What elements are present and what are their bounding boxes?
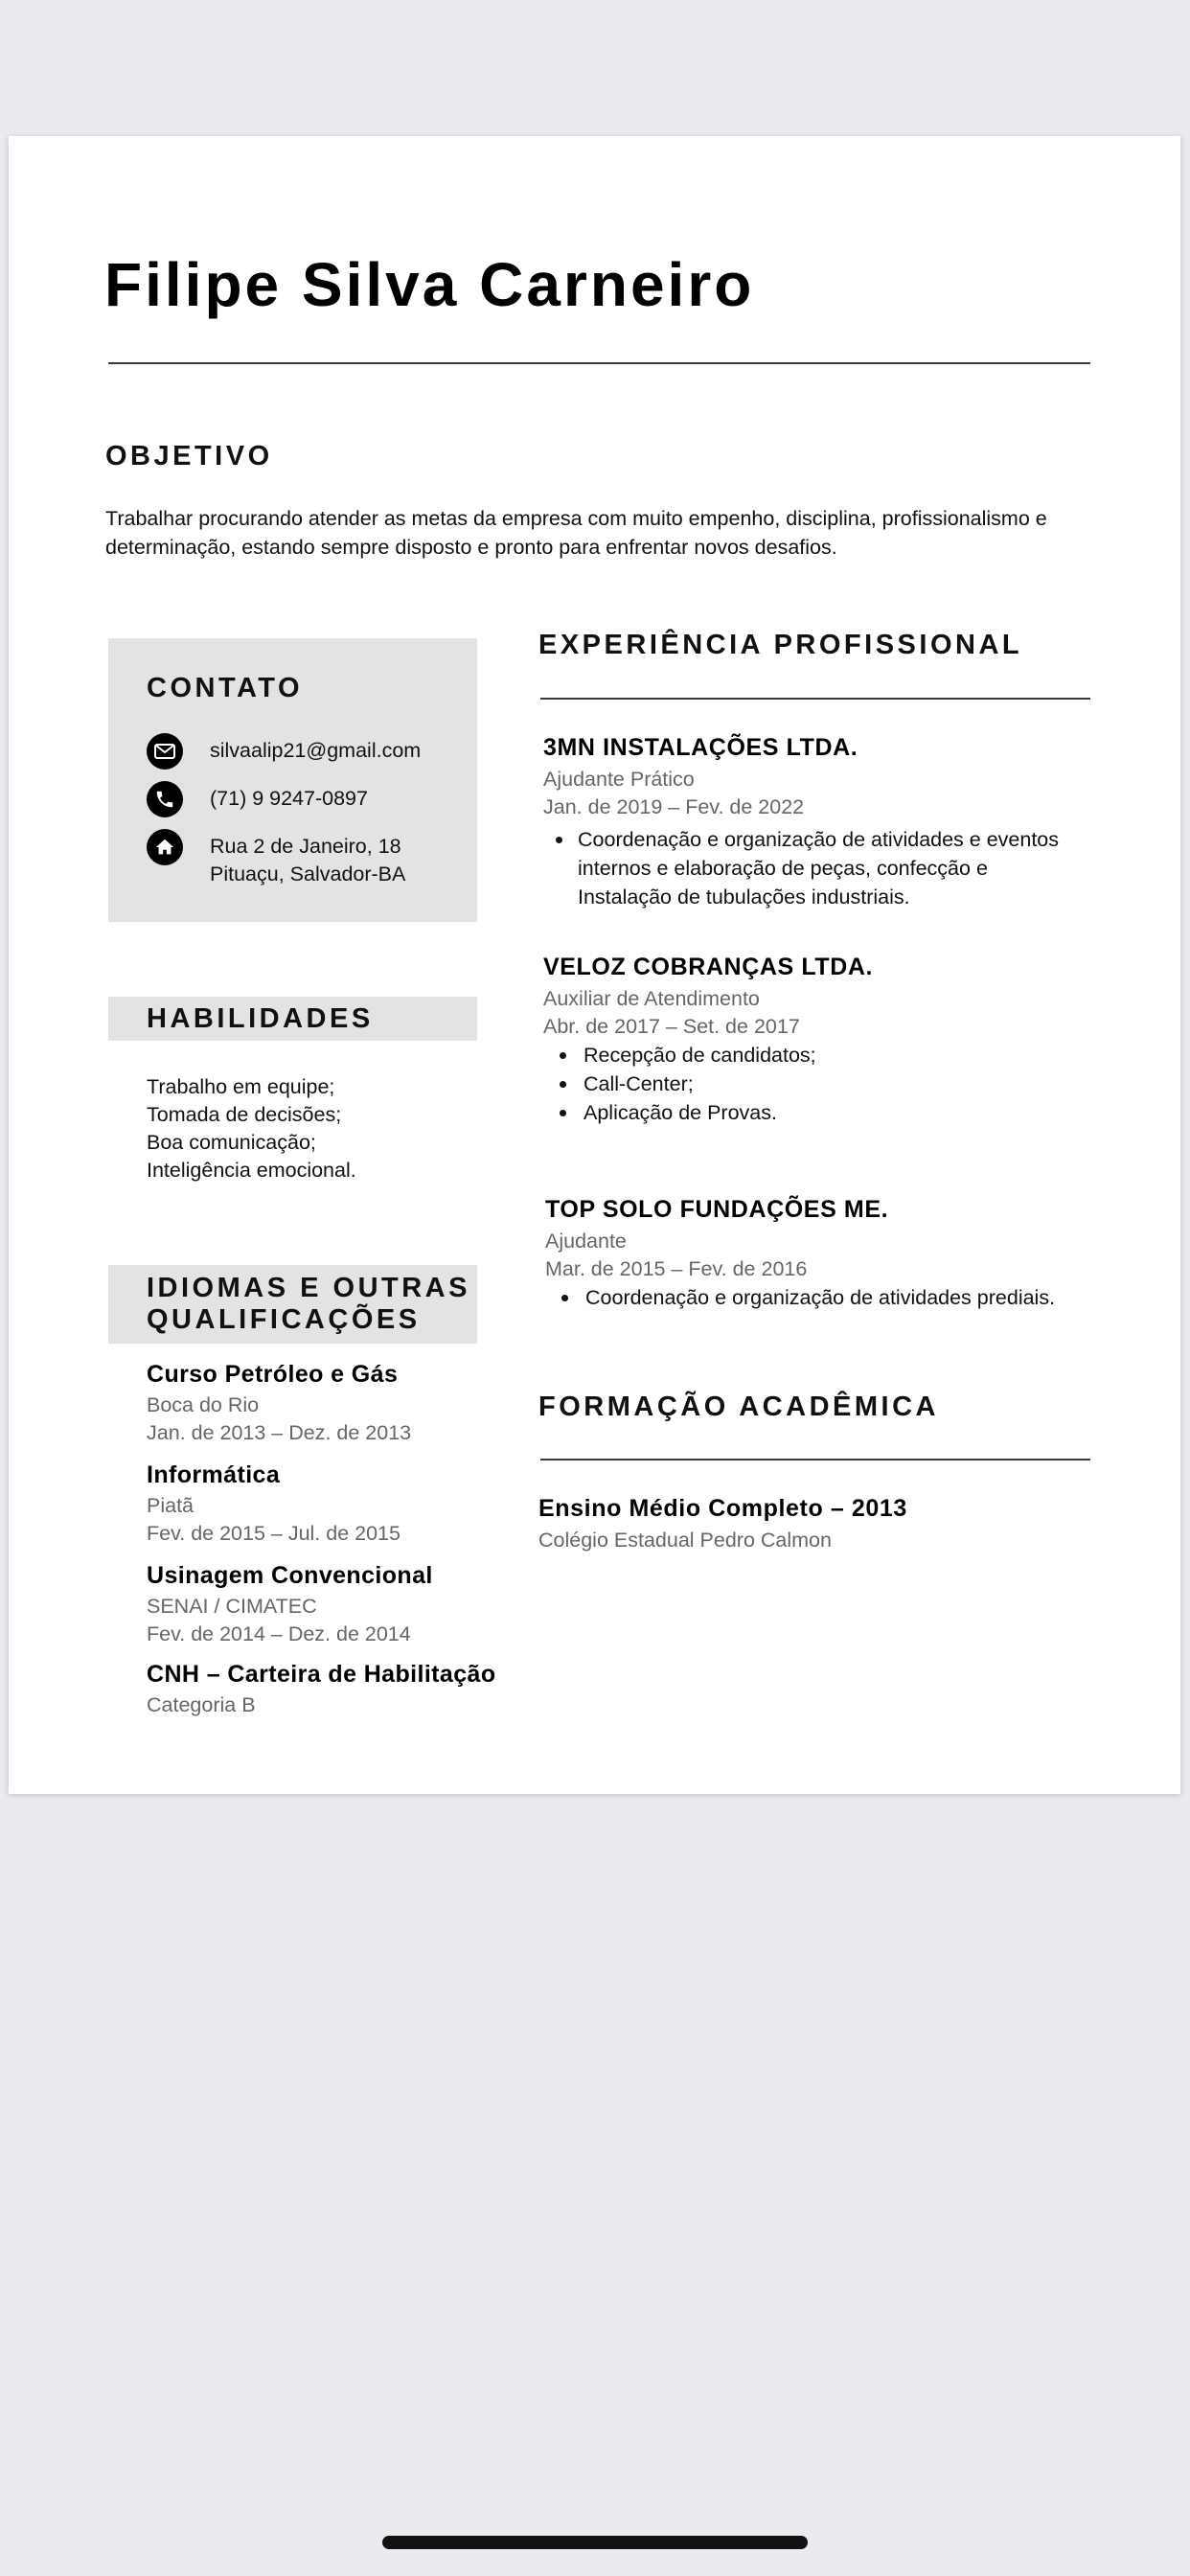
job-bullet: Coordenação e organização de atividades prediais. bbox=[545, 1283, 1091, 1312]
resume-page bbox=[9, 136, 1180, 1794]
bullet-dot bbox=[560, 1052, 566, 1059]
qualification-place: Boca do Rio bbox=[147, 1393, 260, 1416]
qualification-place: SENAI / CIMATEC bbox=[147, 1595, 317, 1618]
job-bullet bbox=[543, 825, 1089, 911]
qualification-detail: Categoria B bbox=[147, 1693, 256, 1716]
bullet-dot bbox=[561, 1295, 568, 1301]
skill-item: Inteligência emocional. bbox=[147, 1159, 356, 1182]
phone-icon bbox=[147, 781, 183, 817]
qualifications-heading-line: QUALIFICAÇÕES bbox=[147, 1304, 421, 1335]
qualification-item bbox=[147, 1361, 411, 1447]
address-line: Rua 2 de Janeiro, 18 bbox=[210, 835, 401, 858]
job-bullet: Recepção de candidatos; bbox=[543, 1041, 1089, 1070]
envelope-icon bbox=[147, 733, 183, 770]
contact-email-row bbox=[147, 733, 421, 770]
skill-item: Tomada de decisões; bbox=[147, 1103, 342, 1126]
job-company: 3MN INSTALAÇÕES LTDA. bbox=[543, 734, 858, 761]
contact-box bbox=[108, 638, 477, 922]
name-divider bbox=[108, 362, 1090, 364]
skill-item: Boa comunicação; bbox=[147, 1131, 316, 1154]
qualification-period: Fev. de 2014 – Dez. de 2014 bbox=[147, 1622, 411, 1645]
job-role: Auxiliar de Atendimento bbox=[543, 987, 760, 1010]
job-bullets bbox=[543, 825, 1089, 911]
education-divider bbox=[540, 1459, 1090, 1460]
bullet-line: Instalação de tubulações industriais. bbox=[578, 886, 910, 908]
qualification-period: Fev. de 2015 – Jul. de 2015 bbox=[147, 1522, 400, 1545]
job-bullets bbox=[545, 1283, 1091, 1312]
objective-heading: OBJETIVO bbox=[105, 441, 273, 472]
qualification-item bbox=[147, 1461, 400, 1548]
job-bullets bbox=[543, 1041, 1089, 1127]
contact-email[interactable]: silvaalip21@gmail.com bbox=[210, 739, 422, 762]
education-school: Colégio Estadual Pedro Calmon bbox=[538, 1529, 832, 1552]
experience-heading: EXPERIÊNCIA PROFISSIONAL bbox=[538, 630, 1023, 660]
job-period: Mar. de 2015 – Fev. de 2016 bbox=[545, 1257, 808, 1280]
qualifications-heading bbox=[147, 1273, 470, 1336]
qualification-place: Piatã bbox=[147, 1494, 195, 1517]
qualification-title: Usinagem Convencional bbox=[147, 1562, 433, 1589]
job-role: Ajudante bbox=[545, 1230, 627, 1253]
education-heading: FORMAÇÃO ACADÊMICA bbox=[538, 1392, 939, 1422]
skills-list bbox=[147, 1073, 356, 1184]
objective-text-line: determinação, estando sempre disposto e pronto para enfrentar novos desafios. bbox=[105, 536, 837, 559]
resume-name: Filipe Silva Carneiro bbox=[104, 250, 755, 319]
job-company: TOP SOLO FUNDAÇÕES ME. bbox=[545, 1196, 889, 1223]
qualification-title: Curso Petróleo e Gás bbox=[147, 1361, 399, 1388]
contact-phone[interactable]: (71) 9 9247-0897 bbox=[210, 787, 368, 810]
contact-heading: CONTATO bbox=[147, 673, 304, 703]
home-icon bbox=[147, 829, 183, 865]
bullet-line: Coordenação e organização de atividades e eventos bbox=[578, 828, 1060, 851]
bullet-dot bbox=[556, 837, 562, 843]
job-bullet: Call-Center; bbox=[543, 1070, 1089, 1098]
bullet-dot bbox=[560, 1110, 566, 1116]
bullet-dot bbox=[560, 1081, 566, 1088]
qualification-title: CNH – Carteira de Habilitação bbox=[147, 1661, 496, 1688]
objective-text bbox=[105, 504, 1102, 562]
job-entry bbox=[543, 734, 1089, 911]
qualification-period: Jan. de 2013 – Dez. de 2013 bbox=[147, 1421, 412, 1444]
skills-heading-box bbox=[108, 997, 477, 1041]
job-role: Ajudante Prático bbox=[543, 768, 695, 791]
job-period: Jan. de 2019 – Fev. de 2022 bbox=[543, 795, 805, 818]
bullet-line: internos e elaboração de peças, confecção e bbox=[578, 857, 988, 880]
education-entry bbox=[538, 1495, 907, 1554]
skills-heading: HABILIDADES bbox=[147, 1003, 374, 1034]
qualifications-heading-line: IDIOMAS E OUTRAS bbox=[147, 1273, 470, 1303]
objective-text-line: Trabalhar procurando atender as metas da empresa com muito empenho, disciplina, profissionalismo e bbox=[105, 507, 1047, 530]
job-period: Abr. de 2017 – Set. de 2017 bbox=[543, 1015, 800, 1038]
qualification-item bbox=[147, 1661, 496, 1719]
qualification-title: Informática bbox=[147, 1461, 281, 1488]
education-degree: Ensino Médio Completo – 2013 bbox=[538, 1495, 907, 1522]
address-line: Pituaçu, Salvador-BA bbox=[210, 862, 406, 886]
job-entry bbox=[545, 1196, 1091, 1312]
experience-divider bbox=[540, 698, 1090, 700]
job-bullet: Aplicação de Provas. bbox=[543, 1098, 1089, 1127]
home-indicator[interactable] bbox=[382, 2536, 808, 2549]
contact-phone-row bbox=[147, 781, 368, 817]
qualifications-heading-box bbox=[108, 1265, 477, 1344]
qualification-item bbox=[147, 1562, 433, 1648]
job-entry bbox=[543, 954, 1089, 1127]
job-company: VELOZ COBRANÇAS LTDA. bbox=[543, 954, 874, 980]
contact-address bbox=[210, 833, 405, 888]
skill-item: Trabalho em equipe; bbox=[147, 1075, 335, 1098]
contact-address-row bbox=[147, 829, 405, 888]
